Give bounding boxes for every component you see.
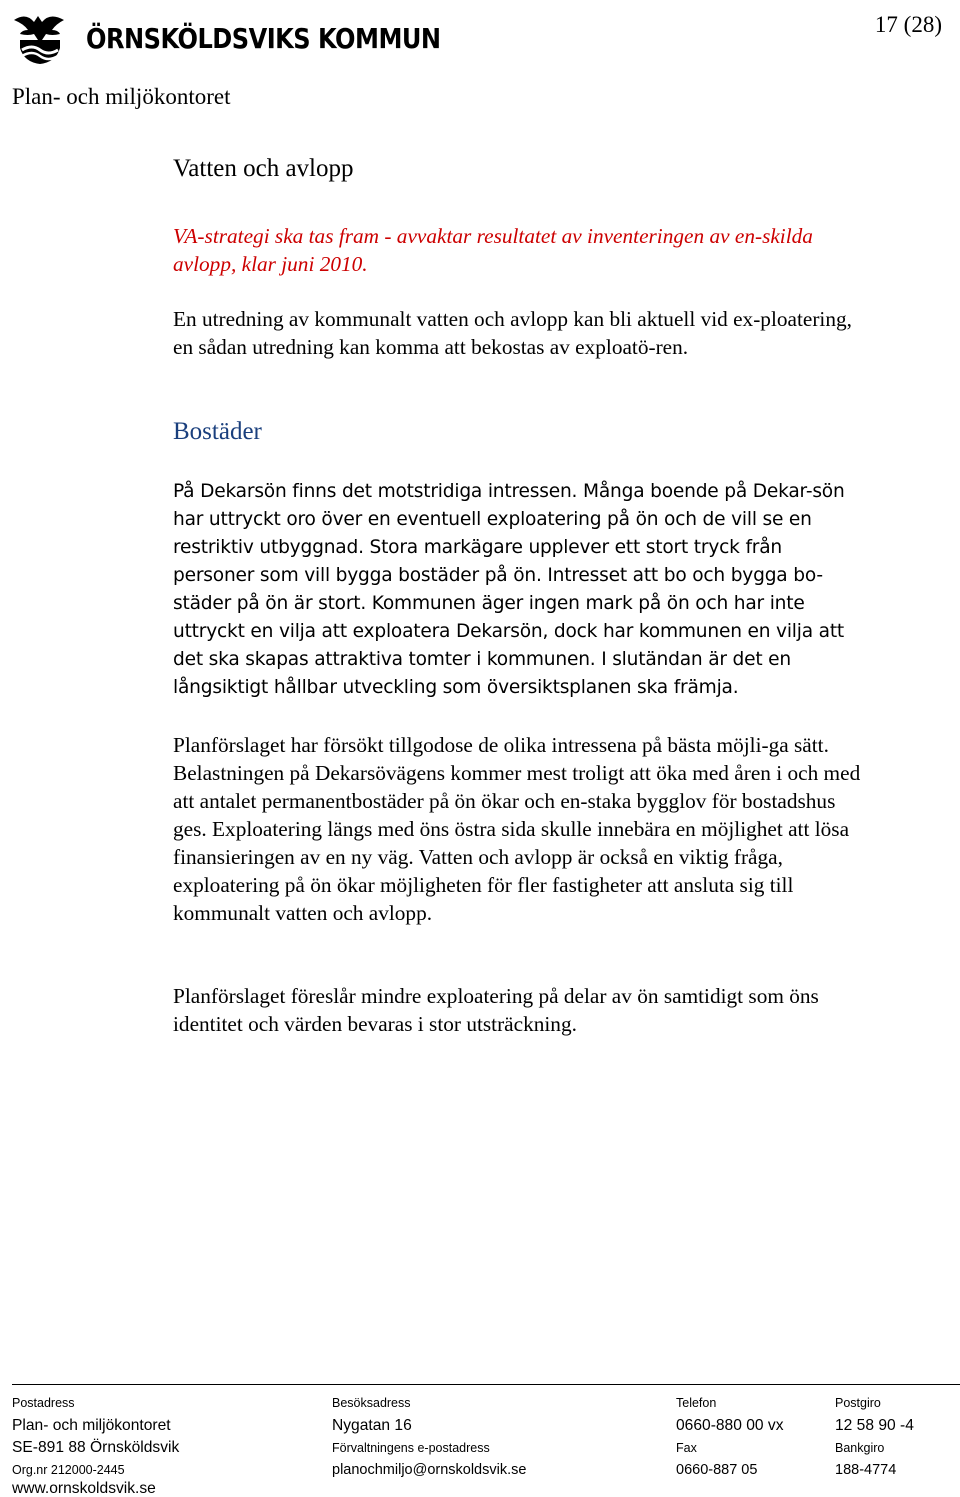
organization-name: ÖRNSKÖLDSVIKS KOMMUN [86, 22, 441, 55]
housing-paragraph-2: Planförslaget har försökt tillgodose de olika intressena på bästa möjli-ga sätt. Belastningen på Dekarsövägens kommer mest troligt att öka med åren i och med att antalet permanentbostäder på ön ökar och en-staka bygglov för bostadshus ges. Exploatering längs med öns östra sida skulle innebära en möjlighet att lösa finansieringen av en ny väg. Vatten och avlopp är också en viktig fråga, exploatering på ön ökar möjligheten för fler fastigheter att ansluta sig till kommunalt vatten och avlopp. [173, 733, 861, 925]
postal-line-2: SE-891 88 Örnsköldsvik [12, 1439, 180, 1456]
municipality-logo [12, 8, 441, 70]
department-name: Plan- och miljökontoret [12, 84, 231, 109]
footer-phone-column [676, 1391, 784, 1481]
housing-paragraph-3: Planförslaget föreslår mindre exploatering på delar av ön samtidigt som öns identitet och värden bevaras i stor utsträckning. [173, 984, 819, 1036]
va-strategy-note: VA-strategi ska tas fram - avvaktar resultatet av inventeringen av en-skilda avlopp, klar juni 2010. [173, 224, 813, 276]
fax-label: Fax [676, 1441, 697, 1455]
postal-line-1: Plan- och miljökontoret [12, 1417, 171, 1434]
footer-divider [12, 1384, 960, 1385]
footer-postal-column [12, 1391, 179, 1497]
email-link[interactable]: planochmiljo@ornskoldsvik.se [332, 1462, 527, 1478]
email-label: Förvaltningens e-postadress [332, 1441, 490, 1455]
org-number: Org.nr 212000-2445 [12, 1463, 125, 1477]
page-footer [12, 1384, 960, 1497]
postgiro-label: Postgiro [835, 1396, 881, 1410]
website-link[interactable]: www.ornskoldsvik.se [12, 1480, 156, 1497]
section-heading-housing: Bostäder [173, 418, 262, 445]
postal-label: Postadress [12, 1396, 75, 1410]
visit-address: Nygatan 16 [332, 1417, 412, 1434]
water-paragraph: En utredning av kommunalt vatten och avlopp kan bli aktuell vid ex-ploatering, en sådan utredning kan komma att bekostas av exploatö-ren. [173, 307, 852, 359]
phone-label: Telefon [676, 1396, 717, 1410]
section-heading-water: Vatten och avlopp [173, 155, 354, 182]
visit-label: Besöksadress [332, 1396, 411, 1410]
phone-number: 0660-880 00 vx [676, 1417, 784, 1434]
postgiro-number: 12 58 90 -4 [835, 1417, 914, 1434]
footer-giro-column [835, 1391, 914, 1481]
fax-number: 0660-887 05 [676, 1462, 758, 1478]
page-number: 17 (28) [874, 12, 942, 37]
bankgiro-number: 188-4774 [835, 1462, 897, 1478]
eagle-emblem-icon [12, 10, 68, 66]
housing-paragraph-1: På Dekarsön finns det motstridiga intressen. Många boende på Dekar-sön har uttryckt oro över en eventuell exploatering på ön och de vill se en restriktiv utbyggnad. Stora markägare upplever ett stort tryck från personer som vill bygga bostäder på ön. Intresset att bo och bygga bo-städer på ön är stort. Kommunen äger ingen mark på ön och har inte uttryckt en vilja att exploatera Dekarsön, dock har kommunen en vilja att det ska skapas attraktiva tomter i kommunen. I slutändan är det en långsiktigt hållbar utveckling som översiktsplanen ska främja. [173, 481, 845, 698]
bankgiro-label: Bankgiro [835, 1441, 885, 1455]
footer-visit-column [332, 1391, 526, 1481]
